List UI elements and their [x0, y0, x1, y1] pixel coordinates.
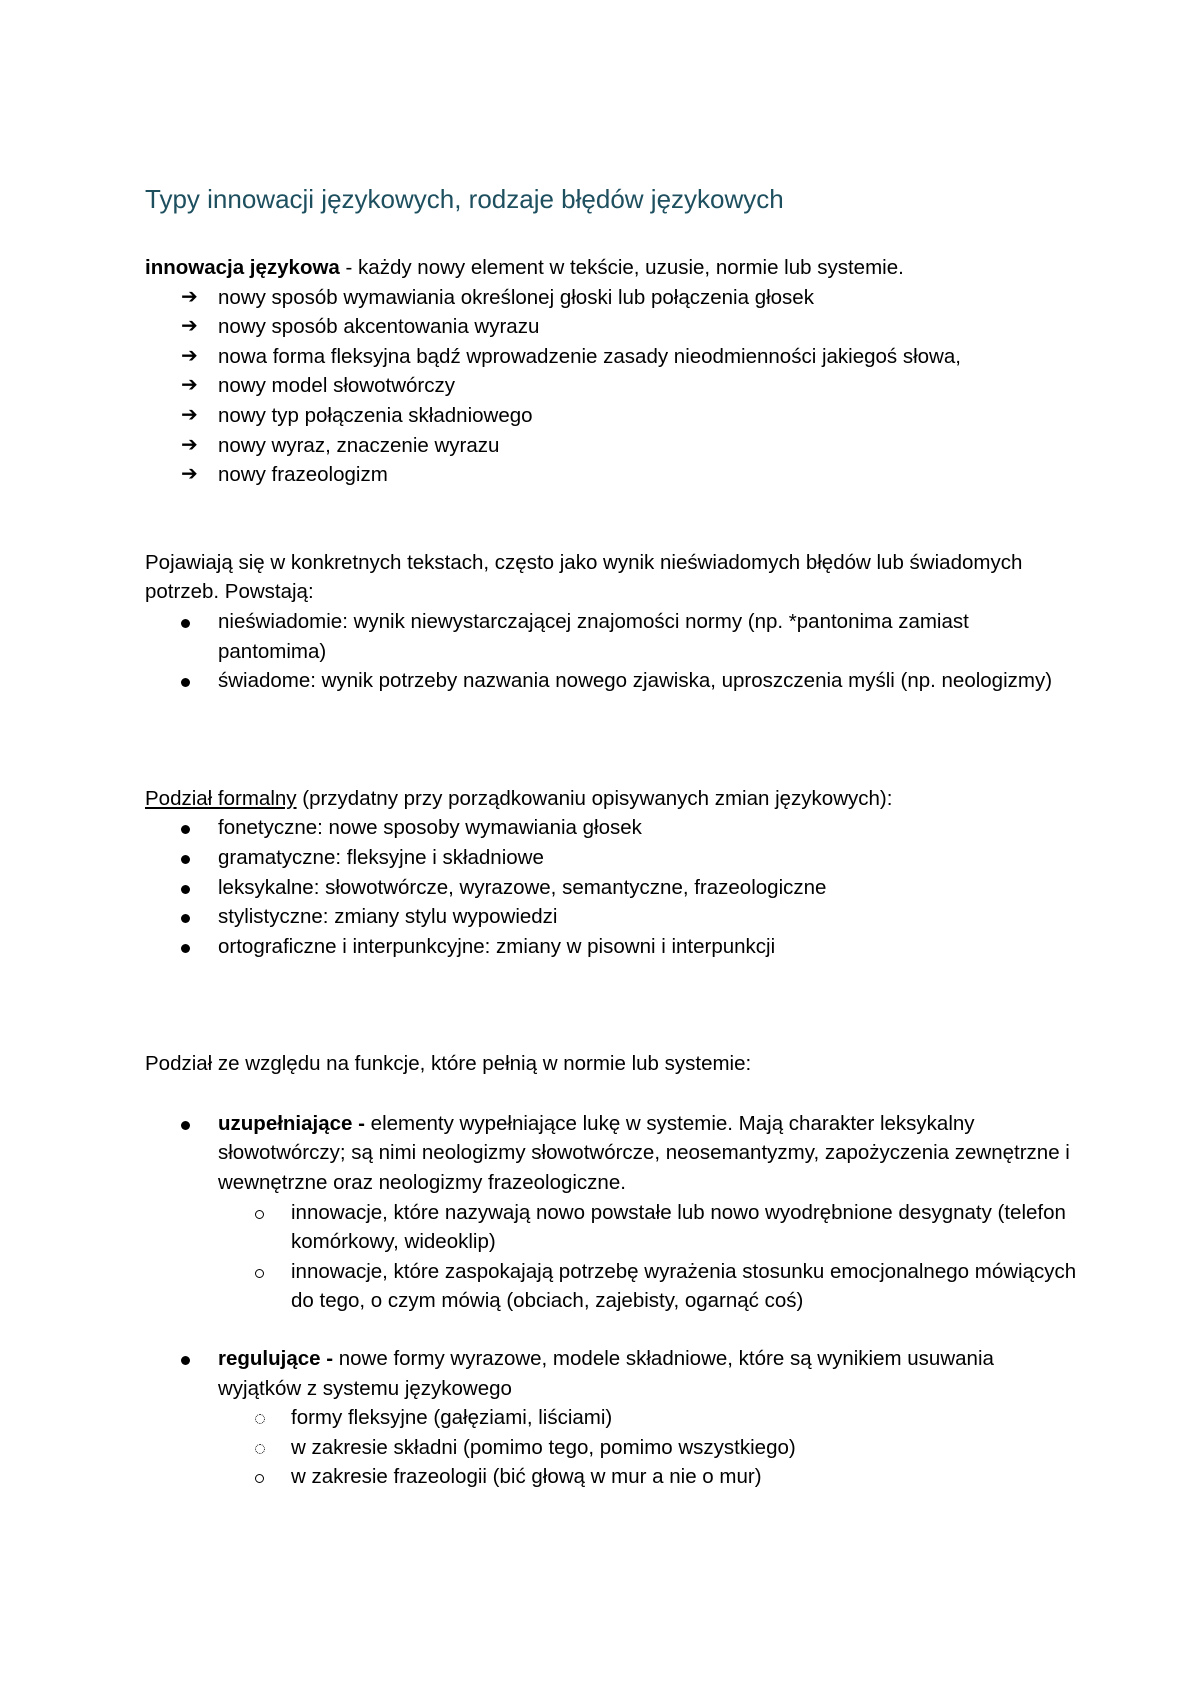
group-term: uzupełniające - — [218, 1111, 365, 1135]
list-item: ortograficzne i interpunkcyjne: zmiany w pisowni i interpunkcji — [145, 932, 1080, 962]
bullet-icon — [181, 607, 211, 637]
list-item — [145, 1344, 1080, 1403]
sub-list-item: innowacje, które nazywają nowo powstałe lub nowo wyodrębnione desygnaty (telefon komórkowy, wideoklip) — [145, 1198, 1080, 1257]
formal-section — [145, 784, 1080, 962]
formal-heading: Podział formalny — [145, 786, 297, 810]
circle-bullet-icon — [255, 1462, 285, 1492]
formal-heading-paragraph — [145, 784, 1080, 814]
origin-list — [145, 607, 1080, 696]
list-item: ➔ nowy sposób akcentowania wyrazu — [145, 312, 1080, 342]
arrow-right-icon: ➔ — [181, 403, 198, 426]
arrow-right-icon: ➔ — [181, 285, 198, 308]
bullet-icon — [181, 873, 211, 903]
list-item: ➔ nowy sposób wymawiania określonej głoski lub połączenia głosek — [145, 283, 1080, 313]
group-text: nowe formy wyrazowe, modele składniowe, które są wynikiem usuwania wyjątków z systemu językowego — [218, 1347, 994, 1400]
circle-bullet-icon — [255, 1198, 285, 1228]
arrow-right-icon: ➔ — [181, 315, 198, 338]
arrow-right-icon: ➔ — [181, 433, 198, 456]
definition-paragraph — [145, 253, 1080, 283]
list-item — [145, 1109, 1080, 1198]
list-item: ➔ nowa forma fleksyjna bądź wprowadzenie zasady nieodmienności jakiegoś słowa, — [145, 342, 1080, 372]
group-text: elementy wypełniające lukę w systemie. Mają charakter leksykalny słowotwórczy; są nimi neologizmy słowotwórcze, neosemantyzmy, zapożyczenia zewnętrzne i wewnętrzne oraz neologizmy frazeologiczne. — [218, 1111, 1070, 1195]
bullet-icon — [181, 1109, 211, 1139]
functional-list — [145, 1109, 1080, 1492]
definition-section — [145, 253, 1080, 490]
list-item: stylistyczne: zmiany stylu wypowiedzi — [145, 902, 1080, 932]
bullet-icon — [181, 813, 211, 843]
group-term: regulujące - — [218, 1347, 334, 1371]
dotted-circle-bullet-icon — [255, 1403, 285, 1433]
definition-text: - każdy nowy element w tekście, uzusie, normie lub systemie. — [339, 256, 904, 279]
circle-bullet-icon — [255, 1257, 285, 1287]
bullet-icon — [181, 666, 211, 696]
list-item: gramatyczne: fleksyjne i składniowe — [145, 843, 1080, 873]
list-item: ➔ nowy frazeologizm — [145, 460, 1080, 490]
sub-list-item: w zakresie frazeologii (bić głową w mur a nie o mur) — [145, 1462, 1080, 1492]
arrow-right-icon: ➔ — [181, 463, 198, 486]
bullet-icon — [181, 1344, 211, 1374]
bullet-icon — [181, 932, 211, 962]
list-item: ➔ nowy typ połączenia składniowego — [145, 401, 1080, 431]
origin-section — [145, 548, 1080, 696]
list-item: ➔ nowy model słowotwórczy — [145, 371, 1080, 401]
bullet-icon — [181, 902, 211, 932]
definition-term: innowacja językowa — [145, 256, 340, 279]
list-item: świadome: wynik potrzeby nazwania nowego zjawiska, uproszczenia myśli (np. neologizmy) — [145, 666, 1080, 696]
arrow-right-icon: ➔ — [181, 374, 198, 397]
bullet-icon — [181, 843, 211, 873]
list-item: leksykalne: słowotwórcze, wyrazowe, semantyczne, frazeologiczne — [145, 873, 1080, 903]
sub-list-item: innowacje, które zaspokajają potrzebę wyrażenia stosunku emocjonalnego mówiących do tego, o czym mówią (obciach, zajebisty, ogarnąć coś) — [145, 1257, 1080, 1316]
arrow-right-icon: ➔ — [181, 344, 198, 367]
formal-list — [145, 813, 1080, 961]
list-item: ➔ nowy wyraz, znaczenie wyrazu — [145, 431, 1080, 461]
dotted-circle-bullet-icon — [255, 1433, 285, 1463]
sub-list-item: w zakresie składni (pomimo tego, pomimo wszystkiego) — [145, 1433, 1080, 1463]
list-item: fonetyczne: nowe sposoby wymawiania głosek — [145, 813, 1080, 843]
formal-heading-rest: (przydatny przy porządkowaniu opisywanych zmian językowych): — [296, 786, 893, 810]
functional-section — [145, 1049, 1080, 1492]
list-item: nieświadomie: wynik niewystarczającej znajomości normy (np. *pantonima zamiast pantomima) — [145, 607, 1080, 666]
page-title: Typy innowacji językowych, rodzaje błędów językowych — [145, 184, 784, 214]
sub-list-item: formy fleksyjne (gałęziami, liściami) — [145, 1403, 1080, 1433]
origin-intro: Pojawiają się w konkretnych tekstach, często jako wynik nieświadomych błędów lub świadomych potrzeb. Powstają: — [145, 550, 1023, 604]
definition-list — [145, 283, 1080, 490]
functional-intro: Podział ze względu na funkcje, które pełnią w normie lub systemie: — [145, 1052, 752, 1076]
